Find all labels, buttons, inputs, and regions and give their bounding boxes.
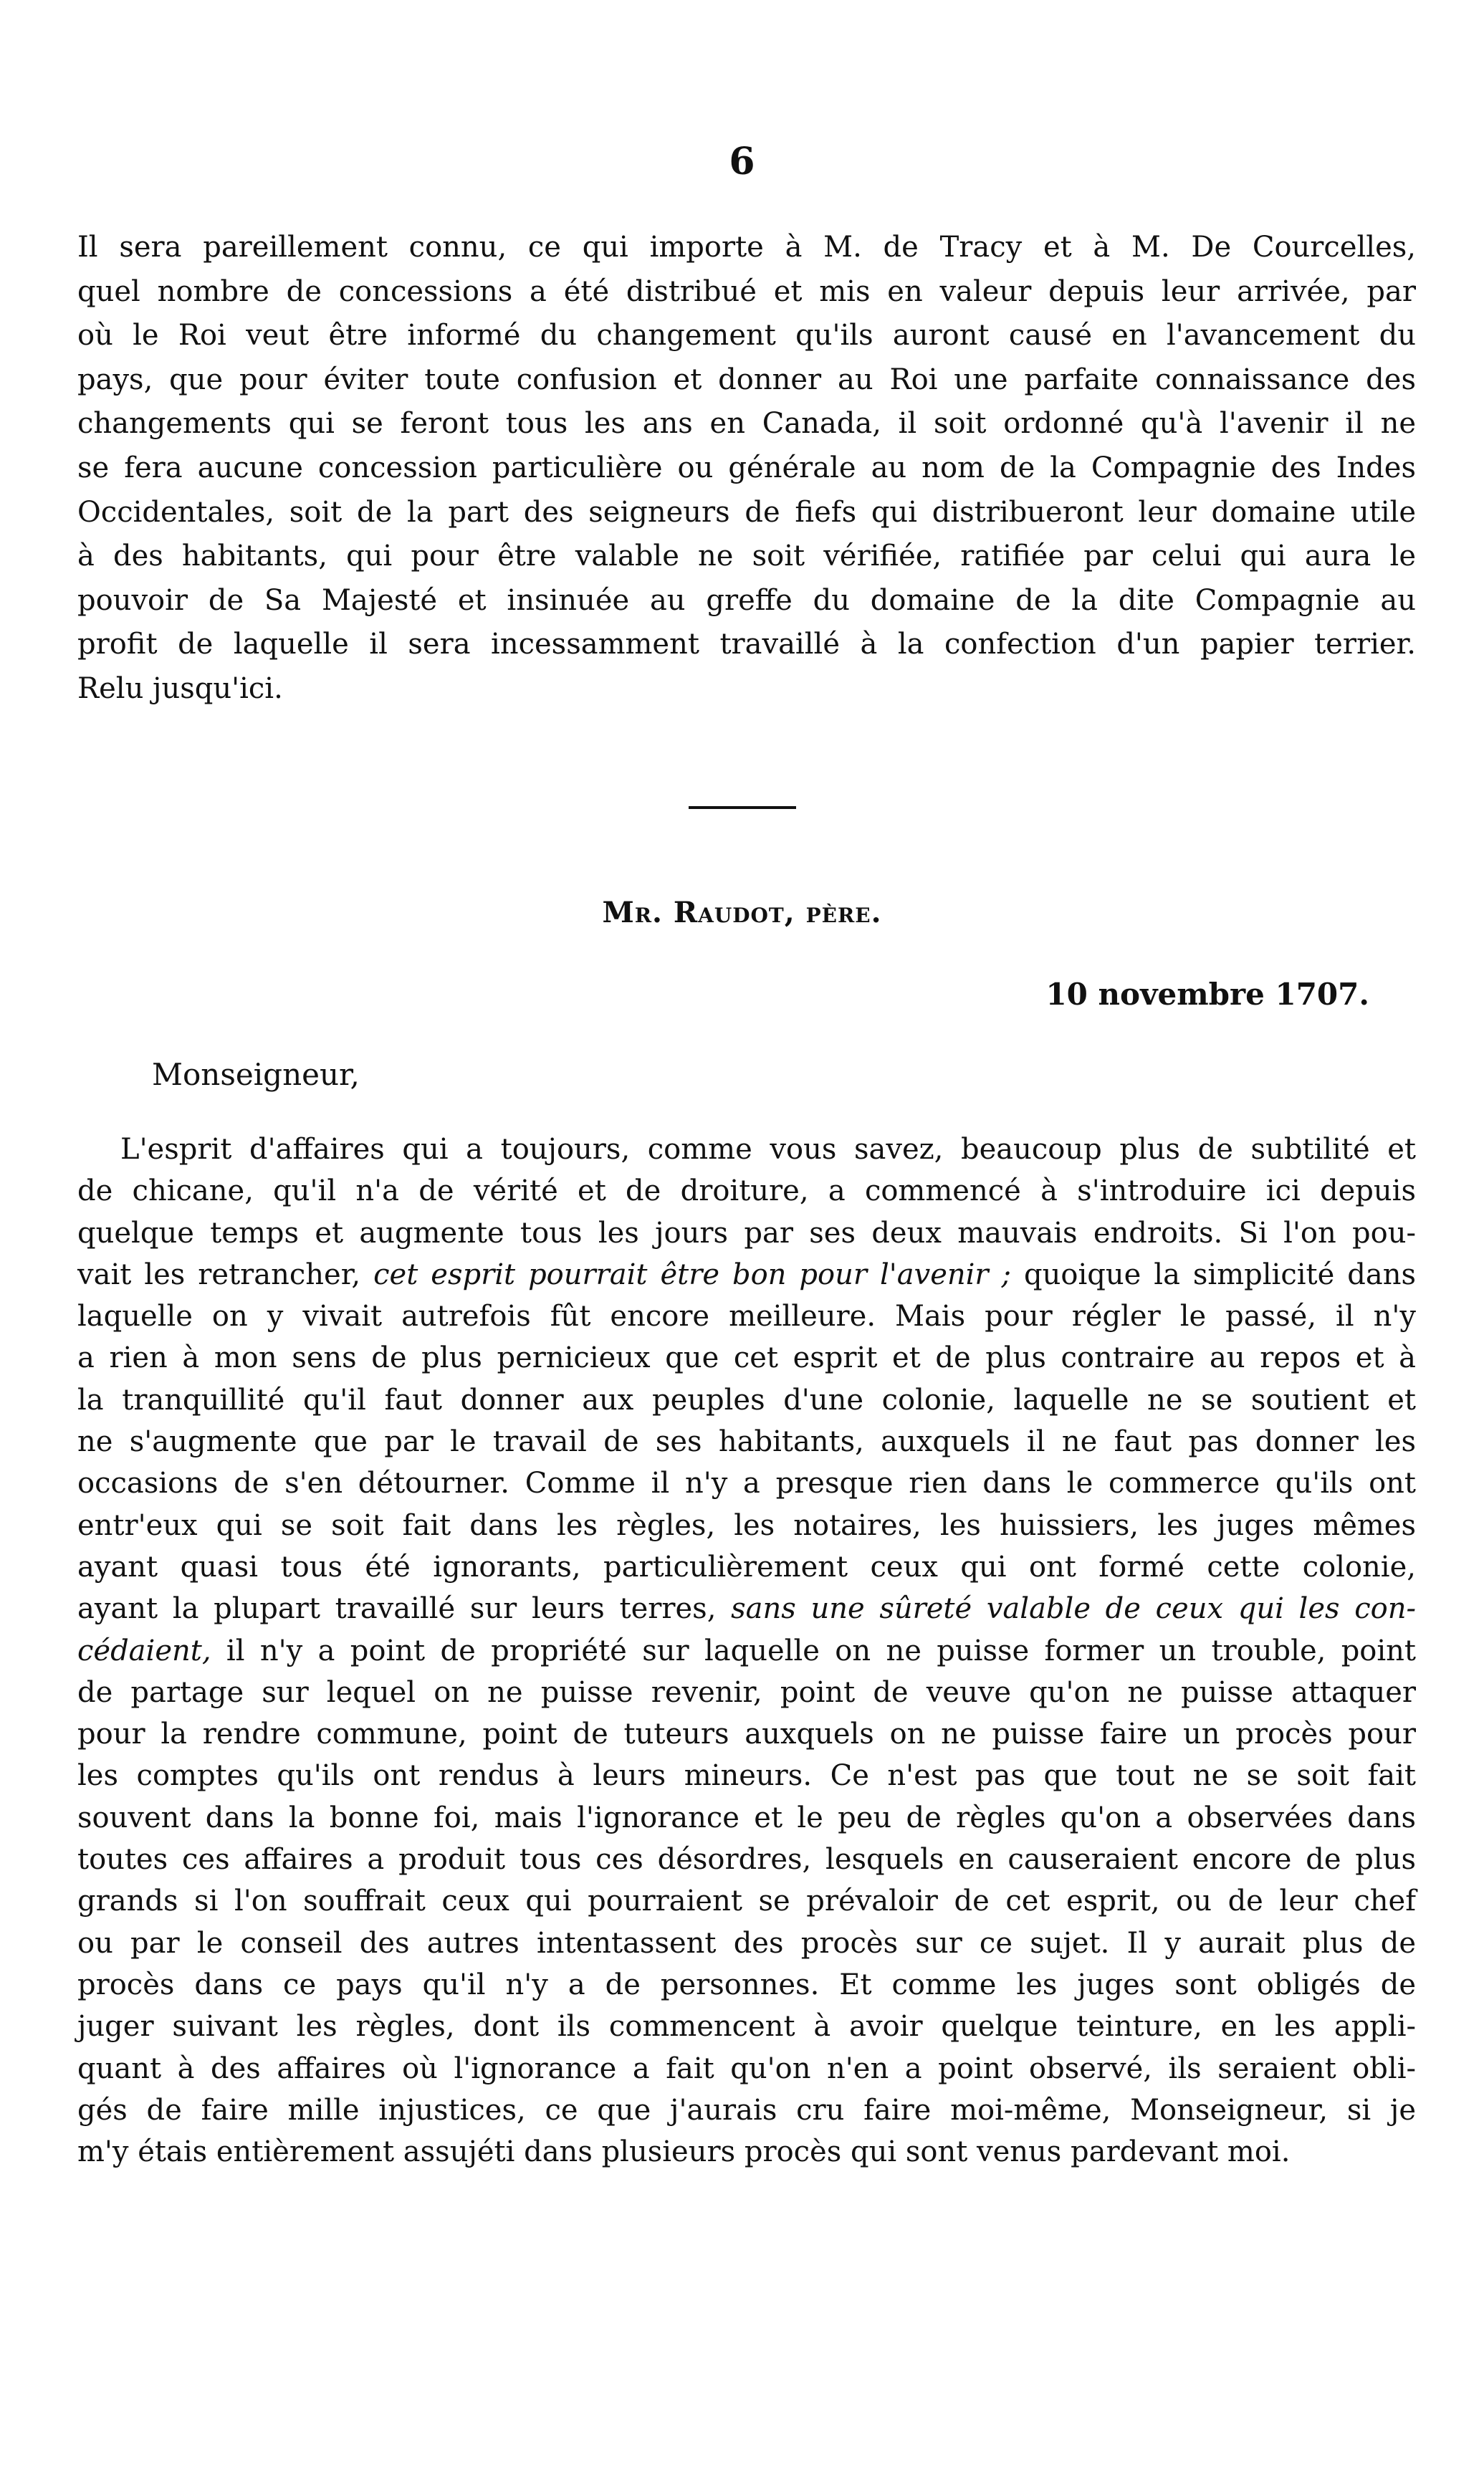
text-line: gés de faire mille injustices, ce que j'aurais cru faire moi-même, Monseigneur, si je xyxy=(77,2093,1416,2127)
text-line: entr'eux qui se soit fait dans les règles, les notaires, les huissiers, les juges mêmes xyxy=(77,1508,1416,1542)
text-line: toutes ces affaires a produit tous ces désordres, lesquels en causeraient encore de plus xyxy=(77,1843,1416,1877)
text-line: profit de laquelle il sera incessamment travaillé à la confection d'un papier terrier. xyxy=(77,628,1416,661)
text-line: se fera aucune concession particulière ou générale au nom de la Compagnie des Indes xyxy=(77,451,1416,484)
section-divider xyxy=(689,806,796,809)
salutation: Monseigneur, xyxy=(152,1057,360,1092)
italic-phrase: sans une sûreté valable de ceux qui les con- xyxy=(731,1592,1416,1626)
text-line xyxy=(77,1630,1416,1672)
italic-phrase: cédaient, xyxy=(77,1634,211,1667)
text-run: vait les retrancher, xyxy=(77,1258,361,1291)
text-line: quelque temps et augmente tous les jours par ses deux mauvais endroits. Si l'on pou- xyxy=(77,1216,1416,1250)
text-line: ou par le conseil des autres intentassent des procès sur ce sujet. Il y aurait plus de xyxy=(77,1926,1416,1960)
text-line: souvent dans la bonne foi, mais l'ignorance et le peu de règles qu'on a observées dans xyxy=(77,1801,1416,1834)
text-line: de chicane, qu'il n'a de vérité et de droiture, a commencé à s'introduire ici depuis xyxy=(77,1174,1416,1208)
text-run: il n'y a point de propriété sur laquelle on ne puisse former un trouble, point xyxy=(226,1634,1417,1667)
letter-date: 10 novembre 1707. xyxy=(1045,977,1369,1012)
text-line: pour la rendre commune, point de tuteurs auxquels on ne puisse faire un procès pour xyxy=(77,1718,1416,1751)
text-line: ayant quasi tous été ignorants, particulièrement ceux qui ont formé cette colonie, xyxy=(77,1550,1416,1584)
text-line: occasions de s'en détourner. Comme il n'y a presque rien dans le commerce qu'ils ont xyxy=(77,1467,1416,1500)
text-line xyxy=(77,1254,1416,1296)
text-line: procès dans ce pays qu'il n'y a de personnes. Et comme les juges sont obligés de xyxy=(77,1968,1416,2001)
text-line: où le Roi veut être informé du changement qu'ils auront causé en l'avancement du xyxy=(77,319,1416,353)
text-line: à des habitants, qui pour être valable ne soit vérifiée, ratifiée par celui qui aura le xyxy=(77,540,1416,573)
text-line: Il sera pareillement connu, ce qui importe à M. de Tracy et à M. De Courcelles, xyxy=(77,231,1416,264)
text-line: grands si l'on souffrait ceux qui pourraient se prévaloir de cet esprit, ou de leur chef xyxy=(77,1885,1416,1918)
text-run: ayant la plupart travaillé sur leurs terres, xyxy=(77,1592,717,1626)
letter-heading: Mr. Raudot, père. xyxy=(602,896,882,929)
paragraph-concessions xyxy=(77,226,1416,712)
text-line: pouvoir de Sa Majesté et insinuée au greffe du domaine de la dite Compagnie au xyxy=(77,583,1416,617)
text-line: pays, que pour éviter toute confusion et donner au Roi une parfaite connaissance des xyxy=(77,363,1416,396)
italic-phrase: cet esprit pourrait être bon pour l'avenir ; xyxy=(373,1258,1012,1291)
text-line: changements qui se feront tous les ans en Canada, il soit ordonné qu'à l'avenir il ne xyxy=(77,407,1416,441)
text-line: de partage sur lequel on ne puisse revenir, point de veuve qu'on ne puisse attaquer xyxy=(77,1675,1416,1709)
text-line: la tranquillité qu'il faut donner aux peuples d'une colonie, laquelle ne se soutient et xyxy=(77,1383,1416,1417)
text-line: Occidentales, soit de la part des seigneurs de fiefs qui distribueront leur domaine utile xyxy=(77,495,1416,529)
text-line: quel nombre de concessions a été distribué et mis en valeur depuis leur arrivée, par xyxy=(77,274,1416,308)
text-line: juger suivant les règles, dont ils commencent à avoir quelque teinture, en les appli- xyxy=(77,2010,1416,2044)
text-run: quoique la simplicité dans xyxy=(1024,1258,1417,1291)
text-line: ne s'augmente que par le travail de ses habitants, auxquels il ne faut pas donner les xyxy=(77,1425,1416,1459)
paragraph-letter-body xyxy=(77,1129,1416,2173)
text-line xyxy=(77,1588,1416,1629)
text-line: quant à des affaires où l'ignorance a fait qu'on n'en a point observé, ils seraient obli- xyxy=(77,2052,1416,2085)
text-line: laquelle on y vivait autrefois fût encore meilleure. Mais pour régler le passé, il n'y xyxy=(77,1300,1416,1334)
text-line: m'y étais entièrement assujéti dans plusieurs procès qui sont venus pardevant moi. xyxy=(77,2135,1291,2169)
page-number: 6 xyxy=(729,140,755,183)
text-line: L'esprit d'affaires qui a toujours, comme vous savez, beaucoup plus de subtilité et xyxy=(120,1133,1416,1166)
text-line: les comptes qu'ils ont rendus à leurs mineurs. Ce n'est pas que tout ne se soit fait xyxy=(77,1759,1416,1793)
text-line: a rien à mon sens de plus pernicieux que cet esprit et de plus contraire au repos et à xyxy=(77,1341,1416,1375)
text-line: Relu jusqu'ici. xyxy=(77,671,283,705)
